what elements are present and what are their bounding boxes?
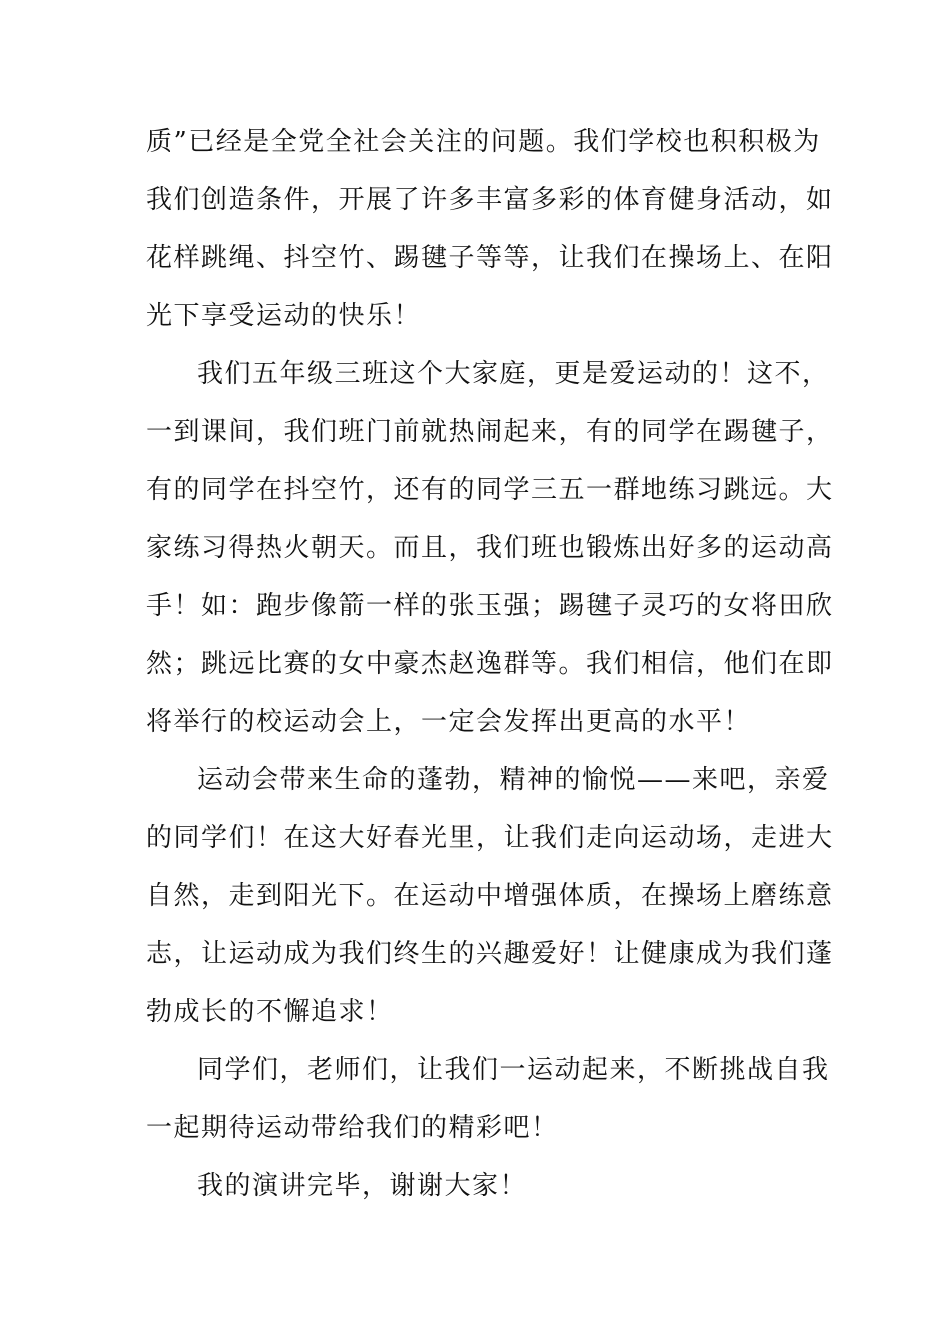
text-line: 花样跳绳、抖空竹、踢毽子等等，让我们在操场上、在阳 [146, 243, 834, 273]
text-line: 质”已经是全党全社会关注的问题。我们学校也积积极为 [146, 127, 821, 157]
text-line: 家练习得热火朝天。而且，我们班也锻炼出好多的运动高 [146, 533, 834, 563]
text-line: 一起期待运动带给我们的精彩吧！ [146, 1113, 559, 1143]
text-line: 然；跳远比赛的女中豪杰赵逸群等。我们相信，他们在即 [146, 649, 834, 679]
paragraph-first-line: 同学们，老师们，让我们一运动起来，不断挑战自我 [197, 1055, 830, 1085]
text-line: 勃成长的不懈追求！ [146, 997, 394, 1027]
text-line: 志，让运动成为我们终生的兴趣爱好！让健康成为我们蓬 [146, 939, 834, 969]
text-line: 有的同学在抖空竹，还有的同学三五一群地练习跳远。大 [146, 475, 834, 505]
text-line: 光下享受运动的快乐！ [146, 301, 422, 331]
text-line: 手！如：跑步像箭一样的张玉强；踢毽子灵巧的女将田欣 [146, 591, 834, 621]
paragraph-first-line: 我们五年级三班这个大家庭，更是爱运动的！这不， [197, 359, 830, 389]
text-line: 一到课间，我们班门前就热闹起来，有的同学在踢毽子， [146, 417, 834, 447]
text-line: 的同学们！在这大好春光里，让我们走向运动场，走进大 [146, 823, 834, 853]
text-line: 将举行的校运动会上，一定会发挥出更高的水平！ [146, 707, 752, 737]
paragraph-first-line: 运动会带来生命的蓬勃，精神的愉悦——来吧，亲爱 [197, 765, 830, 795]
text-line: 自然，走到阳光下。在运动中增强体质，在操场上磨练意 [146, 881, 834, 911]
closing-line: 我的演讲完毕，谢谢大家！ [197, 1171, 528, 1201]
text-line: 我们创造条件，开展了许多丰富多彩的体育健身活动，如 [146, 185, 834, 215]
